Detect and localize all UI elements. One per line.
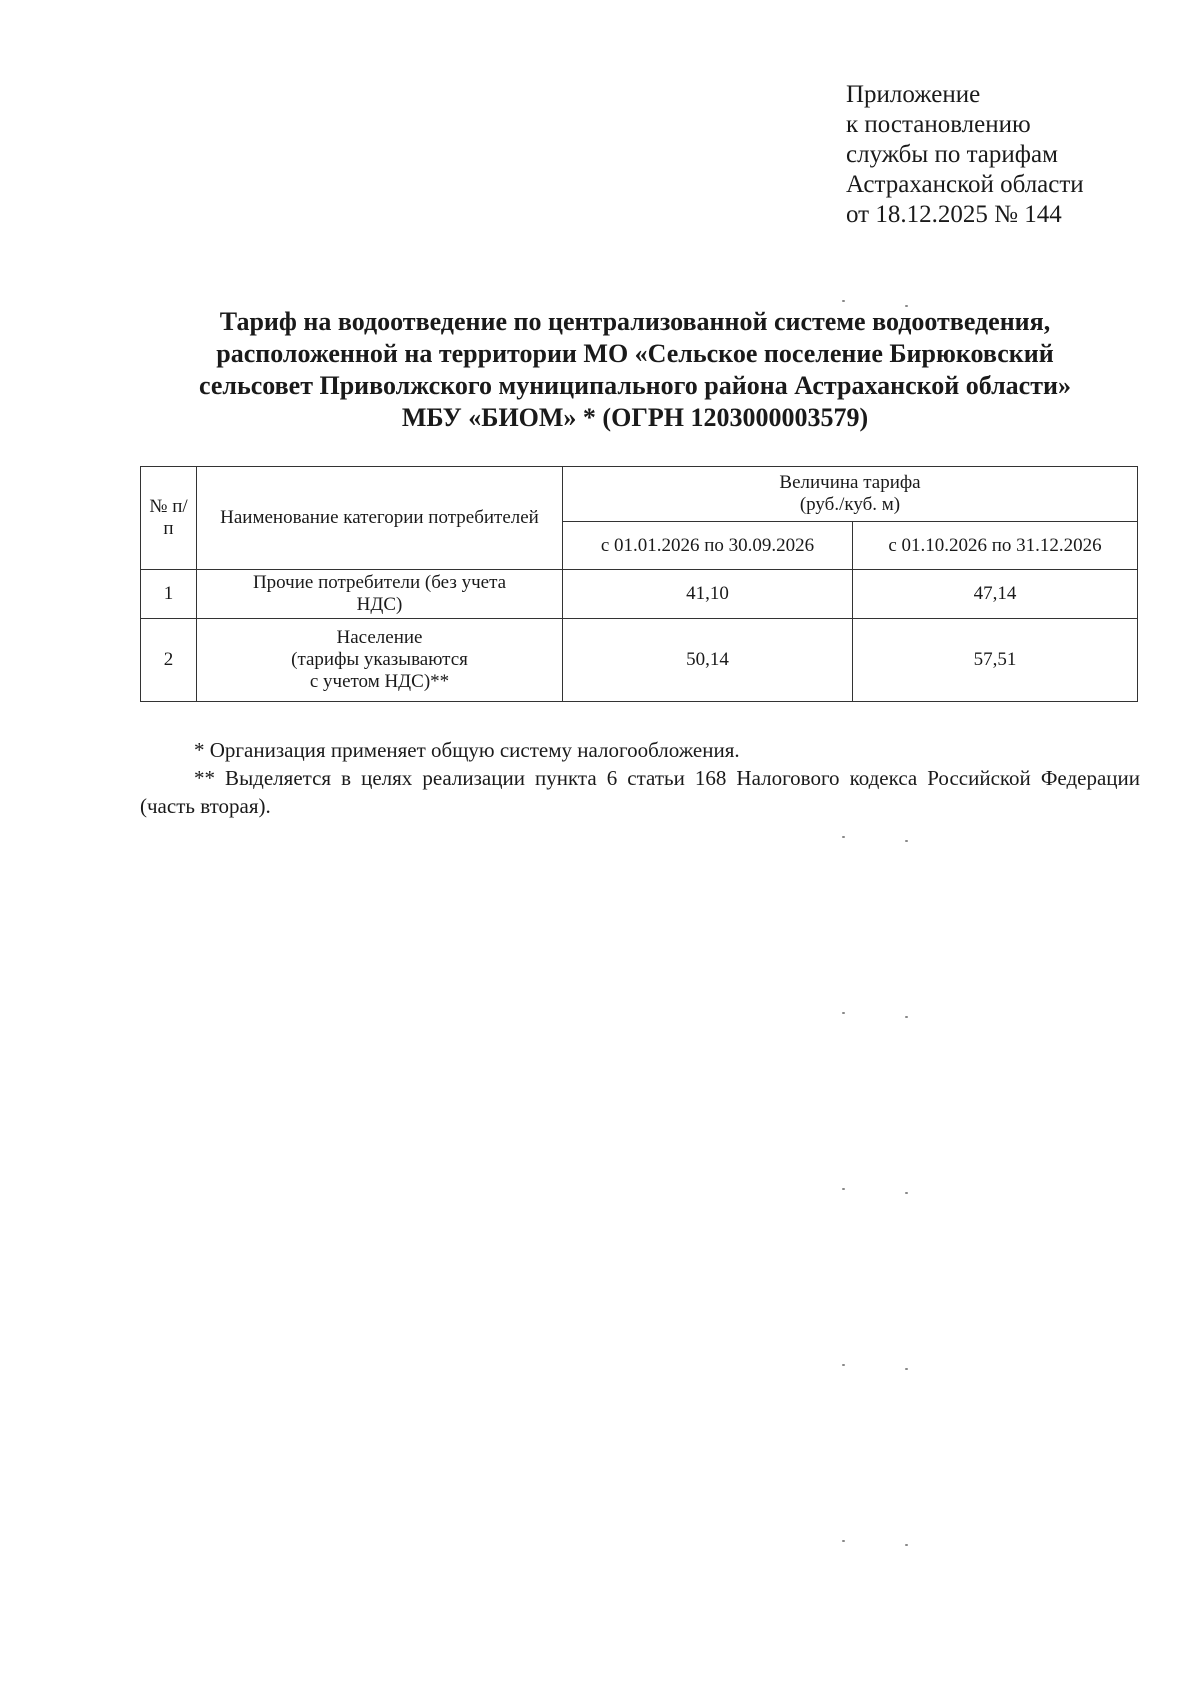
row-category (197, 619, 563, 702)
title-line: Тариф на водоотведение по централизованной системе водоотведения, (219, 307, 1051, 336)
appendix-line: Астраханской области (846, 171, 1084, 198)
appendix-header (846, 80, 1176, 230)
header-tariff-title: Величина тарифа (779, 472, 921, 493)
header-period-1: с 01.01.2026 по 30.09.2026 (563, 522, 853, 570)
scan-speck (905, 1016, 908, 1018)
row-number: 2 (141, 619, 197, 702)
footnotes (140, 736, 1140, 820)
row-category-line: с учетом НДС)** (309, 671, 450, 692)
row-category-line: Население (336, 627, 423, 648)
row-number: 1 (141, 570, 197, 619)
row-category (197, 570, 563, 619)
title-line: сельсовет Приволжского муниципального района Астраханской области» (199, 371, 1071, 400)
scan-speck (842, 1364, 845, 1366)
header-tariff-unit: (руб./куб. м) (799, 494, 901, 515)
header-tariff-group (563, 467, 1138, 522)
footnote: ** Выделяется в целях реализации пункта 6 статьи 168 Налогового кодекса Российской Федерации (часть вторая). (140, 766, 1140, 818)
title-line: МБУ «БИОМ» * (ОГРН 1203000003579) (401, 403, 869, 432)
row-tariff-period-2: 47,14 (853, 570, 1138, 619)
row-tariff-period-1: 41,10 (563, 570, 853, 619)
scan-speck (842, 1188, 845, 1190)
table-row (141, 570, 1138, 619)
document-title (140, 306, 1130, 434)
scan-speck (905, 1368, 908, 1370)
table-header-row (141, 467, 1138, 522)
appendix-line: Приложение (846, 81, 981, 108)
title-line: расположенной на территории МО «Сельское поселение Бирюковский (216, 339, 1054, 368)
scan-speck (842, 1540, 845, 1542)
appendix-line: от 18.12.2025 № 144 (846, 201, 1062, 228)
footnote: * Организация применяет общую систему налогообложения. (194, 738, 740, 762)
header-period-2: с 01.10.2026 по 31.12.2026 (853, 522, 1138, 570)
tariff-table (140, 466, 1138, 702)
table-row (141, 619, 1138, 702)
scan-speck (842, 1012, 845, 1014)
scan-speck (905, 1192, 908, 1194)
header-category-name: Наименование категории потребителей (197, 467, 563, 570)
scan-speck (842, 300, 845, 302)
header-number: № п/п (141, 467, 197, 570)
row-category-line: (тарифы указываются (291, 649, 468, 670)
row-category-line: Прочие потребители (без учета (252, 572, 507, 593)
row-tariff-period-2: 57,51 (853, 619, 1138, 702)
scan-speck (842, 836, 845, 838)
appendix-line: службы по тарифам (846, 141, 1058, 168)
row-tariff-period-1: 50,14 (563, 619, 853, 702)
appendix-line: к постановлению (846, 111, 1031, 138)
row-category-line: НДС) (356, 594, 403, 615)
scan-speck (905, 840, 908, 842)
scan-speck (905, 1544, 908, 1546)
scan-speck (905, 305, 908, 307)
